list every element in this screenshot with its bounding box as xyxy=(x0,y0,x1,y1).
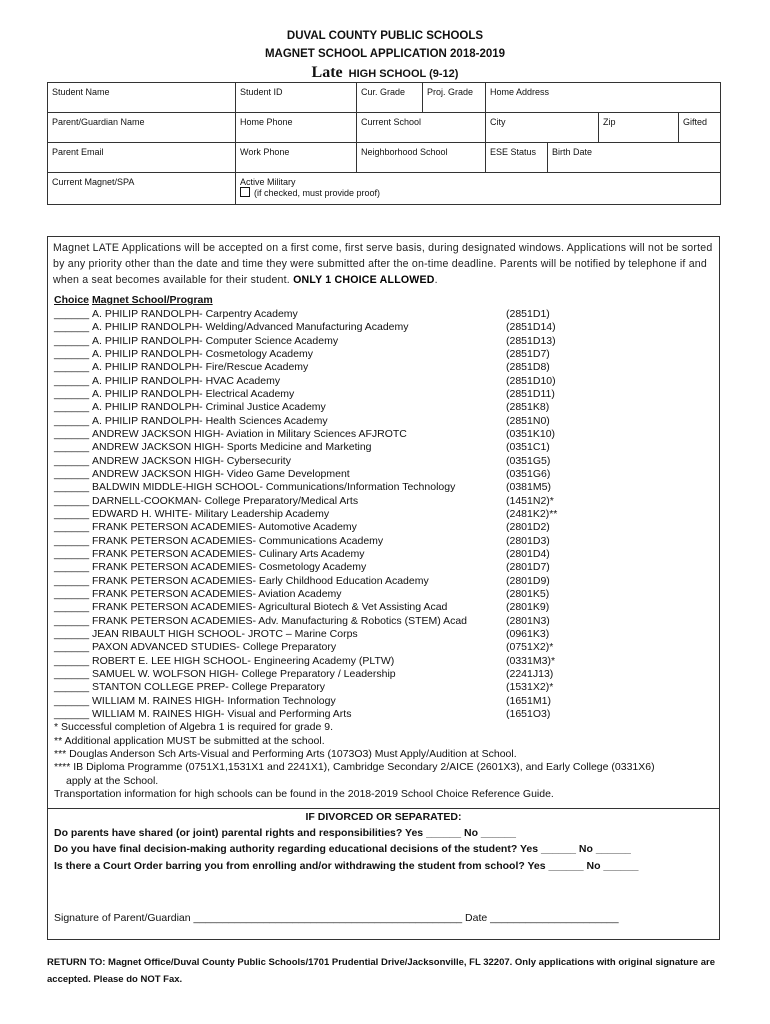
program-row[interactable] xyxy=(54,347,550,361)
program-code: (0351K10) xyxy=(506,427,556,440)
program-name: EDWARD H. WHITE- Military Leadership Academy xyxy=(92,507,330,520)
program-code: (0351C1) xyxy=(506,441,550,454)
program-header xyxy=(54,294,213,306)
program-name: A. PHILIP RANDOLPH- Welding/Advanced Manufacturing Academy xyxy=(92,321,409,334)
choice-blank[interactable]: ______ xyxy=(54,694,90,707)
program-code: (2851D11) xyxy=(506,387,555,400)
program-row[interactable] xyxy=(54,321,556,334)
program-row[interactable] xyxy=(54,601,550,614)
program-row[interactable] xyxy=(54,361,550,374)
program-name: A. PHILIP RANDOLPH- Electrical Academy xyxy=(92,387,295,400)
program-code: (1651O3) xyxy=(506,707,551,720)
program-name: A. PHILIP RANDOLPH- Computer Science Academy xyxy=(92,334,339,347)
program-name: SAMUEL W. WOLFSON HIGH- College Preparatory / Leadership xyxy=(92,667,396,680)
notice-text: Magnet LATE Applications will be accepted on a first come, first serve basis, during designated windows. Applications will not be sorted by any priority other than the date and time they were submitted after the on-time deadline. Parents will be notified by telephone if and when a seat becomes available for their student. xyxy=(53,242,713,286)
program-code: (2851D7) xyxy=(506,347,550,360)
choice-blank[interactable]: ______ xyxy=(54,667,90,680)
program-code: (2801D4) xyxy=(506,547,550,560)
program-code: (2851D10) xyxy=(506,374,556,387)
student-name-field[interactable]: Student Name xyxy=(48,83,236,113)
program-code: (0351G5) xyxy=(506,454,551,467)
program-row[interactable] xyxy=(54,441,550,454)
return-to-note: RETURN TO: Magnet Office/Duval County Public Schools/1701 Prudential Drive/Jacksonville, FL 32207. Only applications with original signature are accepted. Please do NOT Fax. xyxy=(47,957,715,985)
program-code: (0351G6) xyxy=(506,467,551,480)
program-name: WILLIAM M. RAINES HIGH- Information Technology xyxy=(92,694,336,707)
choice-blank[interactable]: ______ xyxy=(54,547,90,560)
program-row[interactable] xyxy=(54,667,554,681)
choice-blank[interactable]: ______ xyxy=(54,441,90,454)
program-row[interactable] xyxy=(54,401,550,414)
program-code: (2241J13) xyxy=(506,667,554,680)
choice-blank[interactable]: ______ xyxy=(54,334,90,347)
program-name: A. PHILIP RANDOLPH- HVAC Academy xyxy=(92,374,281,387)
program-code: (2851D1) xyxy=(506,308,550,320)
neighborhood-school-field[interactable]: Neighborhood School xyxy=(357,143,486,173)
program-code: (0331M3)* xyxy=(506,654,556,667)
program-name: ANDREW JACKSON HIGH- Video Game Development xyxy=(92,467,350,480)
choice-blank[interactable]: ______ xyxy=(54,654,90,667)
program-code: (2481K2)** xyxy=(506,507,558,520)
program-code: (2801D7) xyxy=(506,561,550,574)
choice-blank[interactable]: ______ xyxy=(54,401,90,414)
program-footnote: *** Douglas Anderson Sch Arts-Visual and Performing Arts (1073O3) Must Apply/Audition at School. xyxy=(54,747,517,760)
late-label: Late xyxy=(311,64,343,81)
program-row[interactable] xyxy=(54,507,558,521)
program-footnote: * Successful completion of Algebra 1 is required for grade 9. xyxy=(54,721,333,734)
program-name: ANDREW JACKSON HIGH- Cybersecurity xyxy=(92,454,291,467)
program-code: (2801K9) xyxy=(506,601,550,614)
divorce-q2[interactable]: Do you have final decision-making authority regarding educational decisions of the student? Yes ______ No ______ xyxy=(54,843,631,855)
program-footnote: Transportation information for high schools can be found in the 2018-2019 School Choice Reference Guide. xyxy=(54,787,554,800)
program-name: A. PHILIP RANDOLPH- Criminal Justice Academy xyxy=(92,401,326,414)
program-name: ANDREW JACKSON HIGH- Aviation in Military Sciences AFJROTC xyxy=(92,427,407,440)
program-footnote: apply at the School. xyxy=(66,774,159,787)
choice-blank[interactable]: ______ xyxy=(54,374,90,387)
late-notice: Magnet LATE Applications will be accepted on a first come, first serve basis, during designated windows. Applications will not be sorted by any priority other than the date and time they were submitted after the on-time deadline. Parents will be notified by telephone if and when a seat becomes available for their student. ONLY 1 CHOICE ALLOWED. xyxy=(47,236,720,290)
program-row[interactable] xyxy=(54,561,550,574)
city-field[interactable]: City xyxy=(486,113,599,143)
program-row[interactable] xyxy=(54,414,550,428)
program-row[interactable] xyxy=(54,427,556,441)
choice-header: Choice xyxy=(54,294,90,306)
divorce-section xyxy=(47,808,720,940)
choice-blank[interactable]: ______ xyxy=(54,641,90,654)
choice-blank[interactable]: ______ xyxy=(54,707,90,720)
program-row[interactable] xyxy=(54,587,550,601)
program-name: JEAN RIBAULT HIGH SCHOOL- JROTC – Marine Corps xyxy=(92,627,358,640)
divorce-title: IF DIVORCED OR SEPARATED: xyxy=(305,811,462,823)
current-school-field[interactable]: Current School xyxy=(357,113,486,143)
choice-blank[interactable]: ______ xyxy=(54,454,90,467)
choice-blank[interactable]: ______ xyxy=(54,587,90,600)
active-military-label: Active Military xyxy=(240,177,296,187)
choice-blank[interactable]: ______ xyxy=(54,574,90,587)
program-row[interactable] xyxy=(54,627,550,641)
program-code: (1651M1) xyxy=(506,694,551,707)
military-checkbox[interactable] xyxy=(240,187,250,197)
program-row[interactable] xyxy=(54,308,550,321)
program-row[interactable] xyxy=(54,654,556,668)
choice-blank[interactable]: ______ xyxy=(54,521,90,534)
work-phone-field[interactable]: Work Phone xyxy=(236,143,357,173)
program-row[interactable] xyxy=(54,681,554,694)
active-military-cell xyxy=(236,173,721,205)
home-phone-field[interactable]: Home Phone xyxy=(236,113,357,143)
program-code: (2851K8) xyxy=(506,401,550,414)
program-name: WILLIAM M. RAINES HIGH- Visual and Performing Arts xyxy=(92,707,352,720)
program-code: (1531X2)* xyxy=(506,681,554,694)
program-code: (2801D2) xyxy=(506,521,550,534)
program-name: FRANK PETERSON ACADEMIES- Automotive Academy xyxy=(92,521,357,534)
choice-blank[interactable]: ______ xyxy=(54,507,90,520)
program-name: FRANK PETERSON ACADEMIES- Agricultural Biotech & Vet Assisting Acad xyxy=(92,601,448,614)
program-footnote: **** IB Diploma Programme (0751X1,1531X1 and 2241X1), Cambridge Secondary 2/AICE (2601X3), and Early College (0331X6) xyxy=(54,761,655,774)
program-name: FRANK PETERSON ACADEMIES- Cosmetology Academy xyxy=(92,561,367,574)
program-name: FRANK PETERSON ACADEMIES- Adv. Manufacturing & Robotics (STEM) Acad xyxy=(92,614,468,627)
program-list xyxy=(47,290,720,808)
program-code: (2851D14) xyxy=(506,321,556,334)
choice-blank[interactable]: ______ xyxy=(54,561,90,574)
choice-blank[interactable]: ______ xyxy=(54,494,90,507)
program-name: FRANK PETERSON ACADEMIES- Culinary Arts Academy xyxy=(92,547,365,560)
choice-blank[interactable]: ______ xyxy=(54,321,90,334)
program-name: BALDWIN MIDDLE-HIGH SCHOOL- Communications/Information Technology xyxy=(92,481,456,494)
parent-name-field[interactable]: Parent/Guardian Name xyxy=(48,113,236,143)
program-name: FRANK PETERSON ACADEMIES- Communications Academy xyxy=(92,534,384,547)
program-code: (2851D13) xyxy=(506,334,556,347)
zip-field[interactable]: Zip xyxy=(599,113,679,143)
program-name: ANDREW JACKSON HIGH- Sports Medicine and Marketing xyxy=(92,441,372,454)
program-code: (2801D9) xyxy=(506,574,550,587)
program-name: A. PHILIP RANDOLPH- Cosmetology Academy xyxy=(92,347,313,360)
program-code: (2801N3) xyxy=(506,614,550,627)
program-row[interactable] xyxy=(54,574,550,588)
program-row[interactable] xyxy=(54,641,554,654)
program-code: (2851N0) xyxy=(506,414,550,427)
program-footnote: ** Additional application MUST be submitted at the school. xyxy=(54,734,325,747)
program-row[interactable] xyxy=(54,494,554,508)
program-name: A. PHILIP RANDOLPH- Health Sciences Academy xyxy=(92,414,328,427)
current-magnet-field[interactable]: Current Magnet/SPA xyxy=(48,173,236,205)
program-code: (0751X2)* xyxy=(506,641,554,654)
program-name: FRANK PETERSON ACADEMIES- Aviation Academy xyxy=(92,587,342,600)
program-row[interactable] xyxy=(54,707,551,721)
program-name: PAXON ADVANCED STUDIES- College Preparatory xyxy=(92,641,337,654)
program-row[interactable] xyxy=(54,334,556,348)
program-row[interactable] xyxy=(54,454,551,468)
program-row[interactable] xyxy=(54,387,555,401)
notice-bold: ONLY 1 CHOICE ALLOWED xyxy=(293,274,435,286)
form-title: MAGNET SCHOOL APPLICATION 2018-2019 xyxy=(264,48,506,60)
program-row[interactable] xyxy=(54,534,550,548)
choice-blank[interactable]: ______ xyxy=(54,414,90,427)
program-name: DARNELL-COOKMAN- College Preparatory/Medical Arts xyxy=(92,494,359,507)
parent-email-field[interactable]: Parent Email xyxy=(48,143,236,173)
choice-blank[interactable]: ______ xyxy=(54,627,90,640)
cur-grade-field[interactable]: Cur. Grade xyxy=(357,83,423,113)
choice-blank[interactable]: ______ xyxy=(54,534,90,547)
divorce-q3[interactable]: Is there a Court Order barring you from enrolling and/or withdrawing the student from school? Yes ______ No ______ xyxy=(54,860,639,872)
program-name: A. PHILIP RANDOLPH- Carpentry Academy xyxy=(92,308,298,320)
program-code: (2801D3) xyxy=(506,534,550,547)
program-row[interactable] xyxy=(54,694,551,708)
program-code: (0961K3) xyxy=(506,627,550,640)
program-name: ROBERT E. LEE HIGH SCHOOL- Engineering Academy (PLTW) xyxy=(92,654,395,667)
choice-blank[interactable]: ______ xyxy=(54,387,90,400)
program-column-header: Magnet School/Program xyxy=(91,294,213,306)
home-address-field[interactable]: Home Address xyxy=(486,83,721,113)
program-name: FRANK PETERSON ACADEMIES- Early Childhood Education Academy xyxy=(92,574,429,587)
gifted-field[interactable]: Gifted xyxy=(679,113,721,143)
choice-blank[interactable]: ______ xyxy=(54,347,90,360)
program-row[interactable] xyxy=(54,547,550,561)
military-note: (if checked, must provide proof) xyxy=(254,188,381,198)
choice-blank[interactable]: ______ xyxy=(54,427,90,440)
form-subtitle xyxy=(0,64,770,82)
student-id-field[interactable]: Student ID xyxy=(236,83,357,113)
program-row[interactable] xyxy=(54,521,550,534)
choice-blank[interactable]: ______ xyxy=(54,481,90,494)
program-row[interactable] xyxy=(54,374,556,388)
proj-grade-field[interactable]: Proj. Grade xyxy=(423,83,486,113)
choice-blank[interactable]: ______ xyxy=(54,614,90,627)
program-code: (1451N2)* xyxy=(506,494,554,507)
choice-blank[interactable]: ______ xyxy=(54,681,90,694)
program-row[interactable] xyxy=(54,481,551,494)
divorce-q1[interactable]: Do parents have shared (or joint) parental rights and responsibilities? Yes ______ No ______ xyxy=(54,827,516,839)
program-name: A. PHILIP RANDOLPH- Fire/Rescue Academy xyxy=(92,361,309,374)
program-code: (0381M5) xyxy=(506,481,551,494)
choice-blank[interactable]: ______ xyxy=(54,601,90,614)
program-row[interactable] xyxy=(54,467,551,481)
choice-blank[interactable]: ______ xyxy=(54,308,90,320)
program-name: STANTON COLLEGE PREP- College Preparatory xyxy=(92,681,326,694)
choice-blank[interactable]: ______ xyxy=(54,467,90,480)
birth-date-field[interactable]: Birth Date xyxy=(548,143,721,173)
program-code: (2851D8) xyxy=(506,361,550,374)
choice-blank[interactable]: ______ xyxy=(54,361,90,374)
ese-status-field[interactable]: ESE Status xyxy=(486,143,548,173)
program-row[interactable] xyxy=(54,614,550,628)
school-level: HIGH SCHOOL (9-12) xyxy=(348,68,459,80)
student-info-table xyxy=(47,82,721,205)
signature-line[interactable]: Signature of Parent/Guardian ______________________________________________ Date ______________________ xyxy=(54,912,619,924)
program-code: (2801K5) xyxy=(506,587,550,600)
district-title: DUVAL COUNTY PUBLIC SCHOOLS xyxy=(286,30,484,42)
